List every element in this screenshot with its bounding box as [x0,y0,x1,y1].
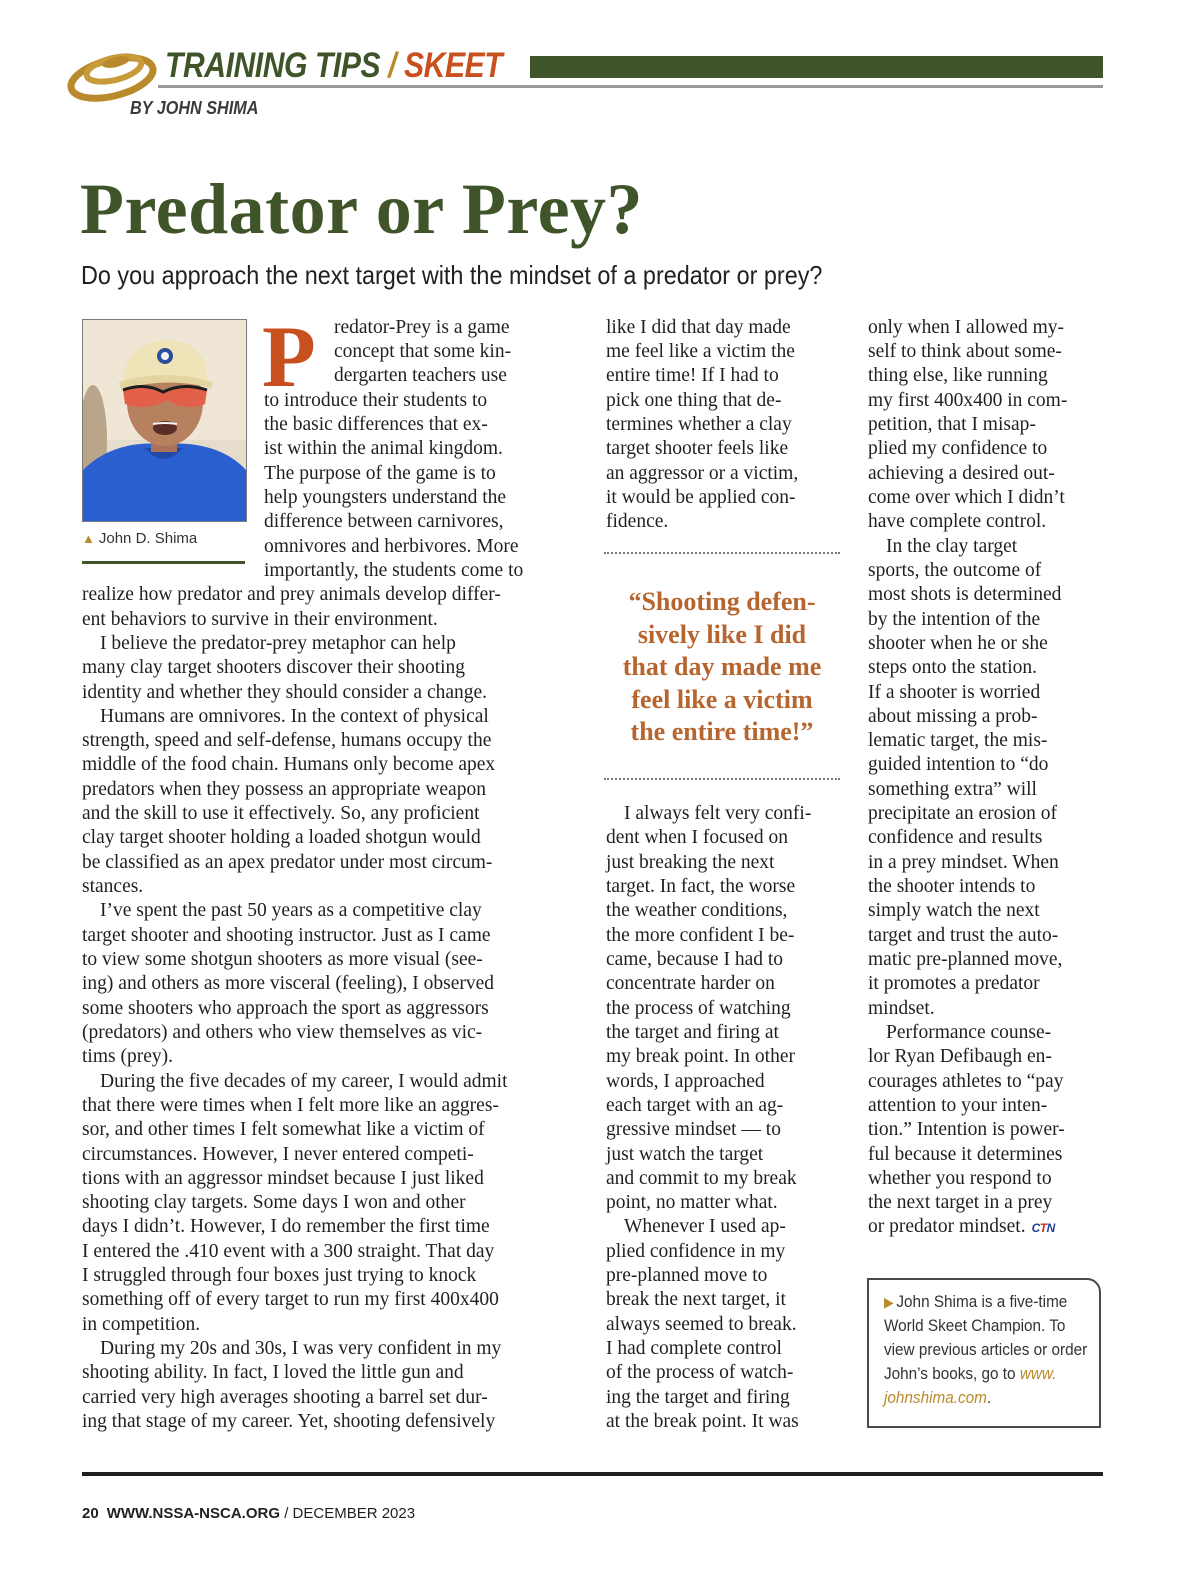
pull-quote-line: feel like a victim [631,684,813,714]
body-line: redator-Prey is a game [334,317,510,338]
drop-cap: P [262,309,316,406]
body-line: each target with an ag- [606,1095,784,1116]
body-line: it promotes a predator [868,973,1040,994]
bio-line: World Skeet Champion. To [884,1316,1066,1335]
body-line: and commit to my break [606,1168,797,1189]
body-line: middle of the food chain. Humans only become apex [82,754,496,775]
body-line: Performance counse- [886,1022,1052,1043]
body-line: The purpose of the game is to [264,463,496,484]
body-line: courages athletes to “pay [868,1071,1064,1092]
pull-quote-divider-top [604,552,840,554]
body-line: the more confident I be- [606,925,795,946]
footer-rule [82,1472,1103,1476]
body-line: lor Ryan Defibaugh en- [868,1046,1052,1067]
pull-quote-line: that day made me [622,652,822,681]
page-number: 20 [82,1505,99,1522]
photo-caption-text: John D. Shima [98,530,198,547]
website-link-part1[interactable]: www. [1019,1364,1057,1383]
body-line: gressive mindset — to [606,1119,781,1140]
caption-rule [82,561,245,564]
website-link-part2[interactable]: johnshima.com [884,1388,987,1407]
body-line: tion.” Intention is power- [868,1119,1065,1140]
body-line: Humans are omnivores. In the context of physical [100,706,489,727]
body-line: sor, and other times I felt somewhat like a victim of [82,1119,485,1140]
body-line: In the clay target [886,536,1018,557]
body-line: point, no matter what. [606,1192,778,1213]
body-line: I believe the predator-prey metaphor can help [100,633,456,654]
body-line: ing) and others as more visceral (feeling), I observed [82,973,495,994]
body-line-text: or predator mindset. [868,1216,1026,1237]
body-line: in competition. [82,1314,201,1335]
body-line: something off of every target to run my first 400x400 [82,1289,499,1310]
body-line: omnivores and herbivores. More [264,536,519,557]
pull-quote-line: the entire time!” [630,717,814,746]
pull-quote-line: “Shooting defen- [628,587,816,616]
page-footer [82,1505,415,1522]
author-photo [82,319,247,522]
body-line: target shooter feels like [606,438,789,459]
body-line: I always felt very confi- [624,803,812,824]
body-line: be classified as an apex predator under most circum- [82,852,493,873]
body-line: precipitate an erosion of [868,803,1057,824]
body-line: During the five decades of my career, I would admit [100,1071,508,1092]
section-title [165,46,502,86]
body-line: realize how predator and prey animals develop differ- [82,584,501,605]
article-deck: Do you approach the next target with the mindset of a predator or prey? [81,260,823,290]
body-line: like I did that day made [606,317,791,338]
body-line: achieving a desired out- [868,463,1055,484]
body-line: stances. [82,876,144,897]
body-line: most shots is determined [868,584,1062,605]
body-line: thing else, like running [868,365,1048,386]
body-line: the weather conditions, [606,900,788,921]
footer-site: WWW.NSSA-NSCA.ORG [106,1505,281,1522]
body-line: me feel like a victim the [606,341,795,362]
body-line: only when I allowed my- [868,317,1065,338]
bio-line-text: John Shima is a five-time [896,1292,1068,1311]
body-line: target shooter and shooting instructor. Just as I came [82,925,491,946]
body-line [868,1215,1055,1240]
body-line: target. In fact, the worse [606,876,796,897]
bio-line-tail: . [986,1388,992,1407]
body-line: I entered the .410 event with a 300 straight. That day [82,1241,495,1262]
body-line: attention to your inten- [868,1095,1048,1116]
body-line: ful because it determines [868,1144,1063,1165]
body-line: carried very high averages shooting a barrel set dur- [82,1387,488,1408]
pull-quote-divider-bottom [604,778,840,780]
body-line: always seemed to break. [606,1314,797,1335]
arrow-right-icon: ▶ [884,1294,894,1310]
pull-quote [604,586,840,749]
body-line: many clay target shooters discover their shooting [82,657,466,678]
body-line: that there were times when I felt more like an aggres- [82,1095,499,1116]
body-line: petition, that I misap- [868,414,1036,435]
bio-line-text: John’s books, go to [884,1364,1016,1383]
body-line: self to think about some- [868,341,1062,362]
article-title: Predator or Prey? [80,169,644,249]
header-rule [158,85,1103,88]
body-line: simply watch the next [868,900,1040,921]
body-line: my break point. In other [606,1046,795,1067]
section-title-main: TRAINING TIPS [165,46,381,85]
body-line: have complete control. [868,511,1047,532]
body-line: ist within the animal kingdom. [264,438,503,459]
body-line: words, I approached [606,1071,765,1092]
body-line: matic pre-planned move, [868,949,1063,970]
end-mark-logo [1032,1221,1055,1235]
bio-line: view previous articles or order [884,1340,1088,1359]
end-mark-c: C [1031,1221,1040,1235]
body-line: just watch the target [606,1144,764,1165]
end-mark-t: T [1039,1221,1047,1235]
clay-target-logo [66,38,158,104]
body-line: whether you respond to [868,1168,1052,1189]
body-line: break the next target, it [606,1289,786,1310]
body-line: something extra” will [868,779,1037,800]
body-line: predators when they possess an appropriate weapon [82,779,486,800]
body-line: days I didn’t. However, I do remember the first time [82,1216,490,1237]
byline: BY JOHN SHIMA [130,98,259,118]
body-line: about missing a prob- [868,706,1038,727]
body-line: I struggled through four boxes just trying to knock [82,1265,477,1286]
body-line: If a shooter is worried [868,682,1041,703]
body-line: pick one thing that de- [606,390,782,411]
caption-triangle-icon: ▲ [82,531,95,546]
body-line: plied my confidence to [868,438,1048,459]
body-line: I had complete control [606,1338,782,1359]
body-line: strength, speed and self-defense, humans occupy the [82,730,492,751]
body-line: I’ve spent the past 50 years as a competitive clay [100,900,482,921]
body-line: Whenever I used ap- [624,1216,786,1237]
body-line: sports, the outcome of [868,560,1042,581]
body-line: circumstances. However, I never entered competi- [82,1144,474,1165]
body-line: to introduce their students to [264,390,488,411]
body-line: shooting ability. In fact, I loved the little gun and [82,1362,464,1383]
body-line: concentrate harder on [606,973,775,994]
body-line: During my 20s and 30s, I was very confident in my [100,1338,502,1359]
body-line: tions with an aggressor mindset because I just liked [82,1168,484,1189]
body-line: dent when I focused on [606,827,788,848]
body-line: some shooters who approach the sport as aggressors [82,998,489,1019]
body-line: of the process of watch- [606,1362,794,1383]
body-line: and the skill to use it effectively. So, any proficient [82,803,480,824]
body-line: ent behaviors to survive in their environment. [82,609,438,630]
body-line: clay target shooter holding a loaded shotgun would [82,827,481,848]
body-line: ing the target and firing [606,1387,790,1408]
body-line: confidence and results [868,827,1043,848]
body-line: the target and firing at [606,1022,779,1043]
body-line: it would be applied con- [606,487,796,508]
pull-quote-line: sively like I did [637,619,807,649]
body-line: steps onto the station. [868,657,1037,678]
bio-line [884,1364,1056,1384]
body-line: came, because I had to [606,949,784,970]
body-line: guided intention to “do [868,754,1049,775]
bio-line [884,1292,1067,1312]
body-line: in a prey mindset. When [868,852,1059,873]
footer-issue: DECEMBER 2023 [292,1505,416,1522]
body-line: difference between carnivores, [264,511,504,532]
body-line: shooting clay targets. Some days I won and other [82,1192,466,1213]
body-line: the process of watching [606,998,791,1019]
bio-line [884,1388,991,1408]
body-line: my first 400x400 in com- [868,390,1068,411]
body-line: target and trust the auto- [868,925,1059,946]
body-line: an aggressor or a victim, [606,463,799,484]
footer-separator: / [284,1505,289,1522]
header-bar [530,56,1103,78]
body-line: come over which I didn’t [868,487,1065,508]
body-line: to view some shotgun shooters as more visual (see- [82,949,483,970]
body-line: help youngsters understand the [264,487,507,508]
body-line: pre-planned move to [606,1265,768,1286]
body-line: at the break point. It was [606,1411,799,1432]
body-line: the shooter intends to [868,876,1036,897]
body-line: the next target in a prey [868,1192,1053,1213]
body-line: fidence. [606,511,669,532]
body-line: importantly, the students come to [264,560,524,581]
photo-caption [82,530,197,547]
end-mark-n: N [1046,1221,1055,1235]
body-line: identity and whether they should consider a change. [82,682,488,703]
body-line: tims (prey). [82,1046,173,1067]
body-line: by the intention of the [868,609,1041,630]
body-line: shooter when he or she [868,633,1048,654]
body-line: mindset. [868,998,935,1019]
body-line: lematic target, the mis- [868,730,1048,751]
body-line: the basic differences that ex- [264,414,488,435]
section-title-separator: / [388,46,397,85]
body-line: just breaking the next [606,852,775,873]
body-line: concept that some kin- [334,341,512,362]
body-line: entire time! If I had to [606,365,779,386]
section-title-sub: SKEET [403,46,503,85]
body-line: ing that stage of my career. Yet, shooting defensively [82,1411,496,1432]
body-line: dergarten teachers use [334,365,507,386]
body-line: termines whether a clay [606,414,792,435]
body-line: (predators) and others who view themselves as vic- [82,1022,483,1043]
body-line: plied confidence in my [606,1241,786,1262]
